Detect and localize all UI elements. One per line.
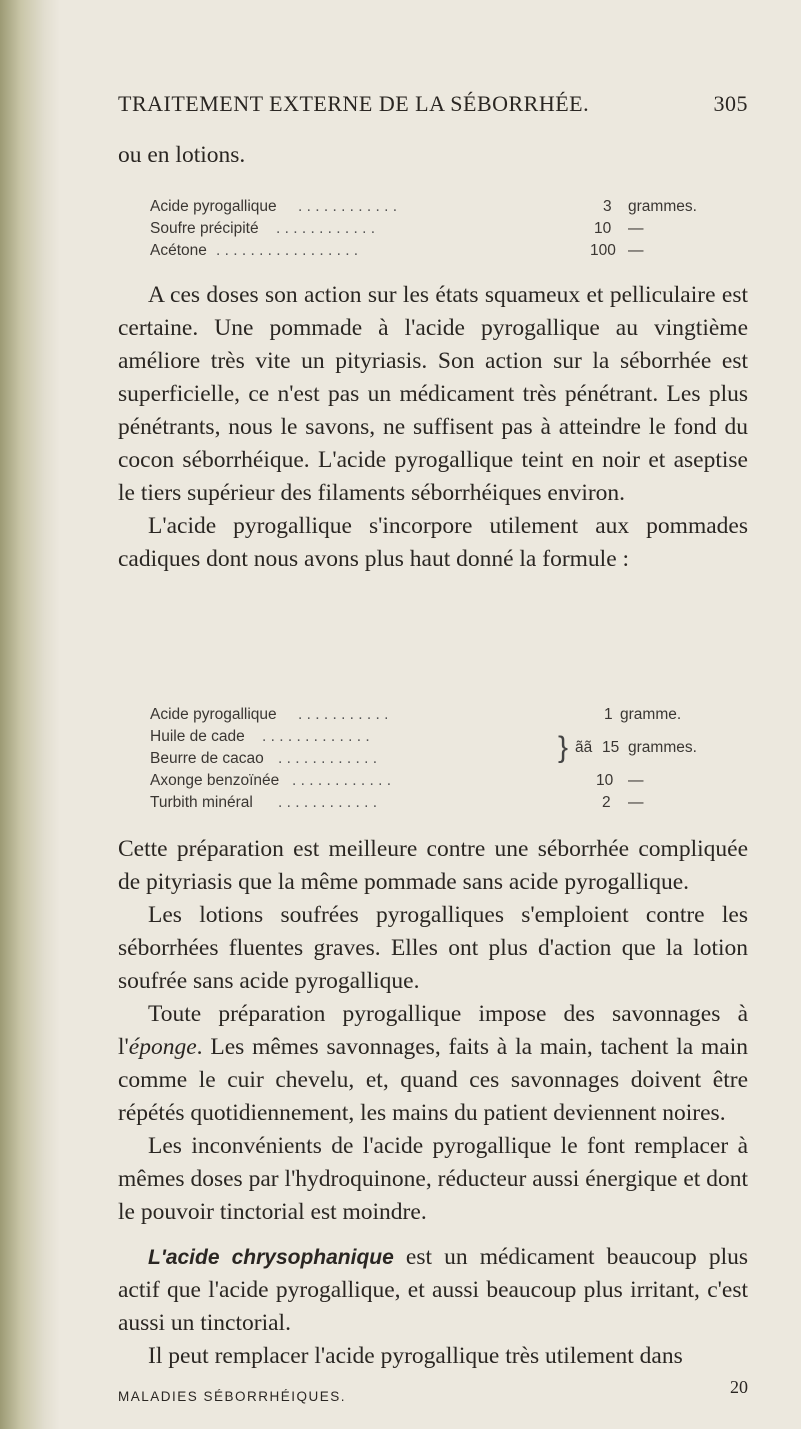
page-footer	[118, 1377, 748, 1404]
ingredient-unit: grammes.	[628, 739, 697, 756]
leader-dots: . . . . . . . . . . . .	[278, 750, 378, 767]
leader-dots: . . . . . . . . . . . .	[276, 220, 376, 237]
text-run: . Les mêmes savonnages, faits à la main, tachent la main comme le cuir chevelu, et, quand ces savonnages doivent être répétés quotidiennement, les mains du patient deviennent noires.	[118, 1034, 748, 1126]
footer-signature-title: MALADIES SÉBORRHÉIQUES.	[118, 1389, 347, 1404]
leader-dots: . . . . . . . . . . . .	[298, 198, 398, 215]
ingredient-unit: —	[628, 772, 644, 789]
ingredient-name: Beurre de cacao	[150, 750, 264, 767]
ingredient-quantity: 100	[590, 242, 616, 259]
paragraph: L'acide pyrogallique s'incorpore utilement aux pommades cadiques dont nous avons plus haut donné la formule :	[118, 513, 748, 572]
body-text-2	[118, 833, 748, 1373]
recipe-row	[150, 218, 710, 240]
ingredient-quantity: 15	[602, 739, 620, 756]
paragraph: Il peut remplacer l'acide pyrogallique très utilement dans	[148, 1343, 683, 1369]
paragraph	[118, 1241, 748, 1340]
page-number: 305	[713, 91, 748, 116]
text-run: est un médicament beaucoup plus actif que l'acide pyrogallique, et aussi beaucoup plus irritant, c'est aussi un tinctorial.	[118, 1244, 748, 1336]
leader-dots: . . . . . . . . . . . . . . . . .	[216, 242, 359, 259]
leader-dots: . . . . . . . . . . . . .	[262, 728, 370, 745]
recipe-pommade	[150, 704, 710, 814]
recipe-row	[150, 240, 710, 262]
brace-icon: }	[558, 731, 569, 764]
ingredient-quantity: 10	[596, 772, 614, 789]
ingredient-name: Acide pyrogallique	[150, 706, 277, 723]
recipe-row	[150, 704, 710, 726]
paragraph: Les lotions soufrées pyrogalliques s'emploient contre les séborrhées fluentes graves. Elles ont plus d'action que la lotion soufrée sans acide pyrogallique.	[118, 902, 748, 994]
ingredient-name: Acide pyrogallique	[150, 198, 277, 215]
brace-label: ãã	[575, 739, 593, 756]
emphasis-text: éponge	[128, 1034, 197, 1060]
ingredient-unit: —	[628, 220, 644, 237]
ingredient-unit: grammes.	[628, 198, 697, 215]
recipe-row	[150, 196, 710, 218]
ingredient-name: Soufre précipité	[150, 220, 259, 237]
ingredient-unit: —	[628, 794, 644, 811]
ingredient-name: Turbith minéral	[150, 794, 253, 811]
ingredient-unit: gramme.	[620, 706, 682, 723]
recipe-row	[150, 770, 710, 792]
header-title: TRAITEMENT EXTERNE DE LA SÉBORRHÉE.	[118, 91, 590, 116]
recipe-row	[150, 748, 710, 770]
ingredient-quantity: 1	[604, 706, 613, 723]
ingredient-quantity: 2	[602, 794, 611, 811]
recipe-row	[150, 792, 710, 814]
recipe-row	[150, 726, 710, 748]
ingredient-unit: —	[628, 242, 644, 259]
body-text-1	[118, 279, 748, 576]
intro-line: ou en lotions.	[118, 142, 246, 168]
signature-mark: 20	[730, 1377, 748, 1397]
ingredient-name: Axonge benzoïnée	[150, 772, 280, 789]
paragraph: A ces doses son action sur les états squameux et pelliculaire est certaine. Une pommade à l'acide pyrogallique au vingtième améliore très vite un pityriasis. Son action sur la séborrhée est superficielle, ce n'est pas un médicament très pénétrant. Les plus pénétrants, nous le savons, ne suffisent pas à atteindre le fond du cocon séborrhéique. L'acide pyrogallique teint en noir et aseptise le tiers supérieur des filaments séborrhéiques environ.	[118, 282, 748, 506]
leader-dots: . . . . . . . . . . . .	[278, 794, 378, 811]
ingredient-name: Huile de cade	[150, 728, 245, 745]
paragraph: Cette préparation est meilleure contre une séborrhée compliquée de pityriasis que la même pommade sans acide pyrogallique.	[118, 836, 748, 895]
leader-dots: . . . . . . . . . . .	[298, 706, 389, 723]
paragraph	[118, 998, 748, 1130]
ingredient-quantity: 10	[594, 220, 612, 237]
drug-name: L'acide chrysophanique	[148, 1246, 394, 1269]
intro-text	[118, 139, 748, 172]
recipe-lotion	[150, 196, 710, 262]
text-run: Toute préparation pyrogallique impose des savonnages à l'	[118, 1001, 748, 1060]
leader-dots: . . . . . . . . . . . .	[292, 772, 392, 789]
paragraph: Les inconvénients de l'acide pyrogallique le font remplacer à mêmes doses par l'hydroquinone, réducteur aussi énergique et dont le pouvoir tinctorial est moindre.	[118, 1133, 748, 1225]
ingredient-name: Acétone	[150, 242, 207, 259]
ingredient-quantity: 3	[603, 198, 612, 215]
